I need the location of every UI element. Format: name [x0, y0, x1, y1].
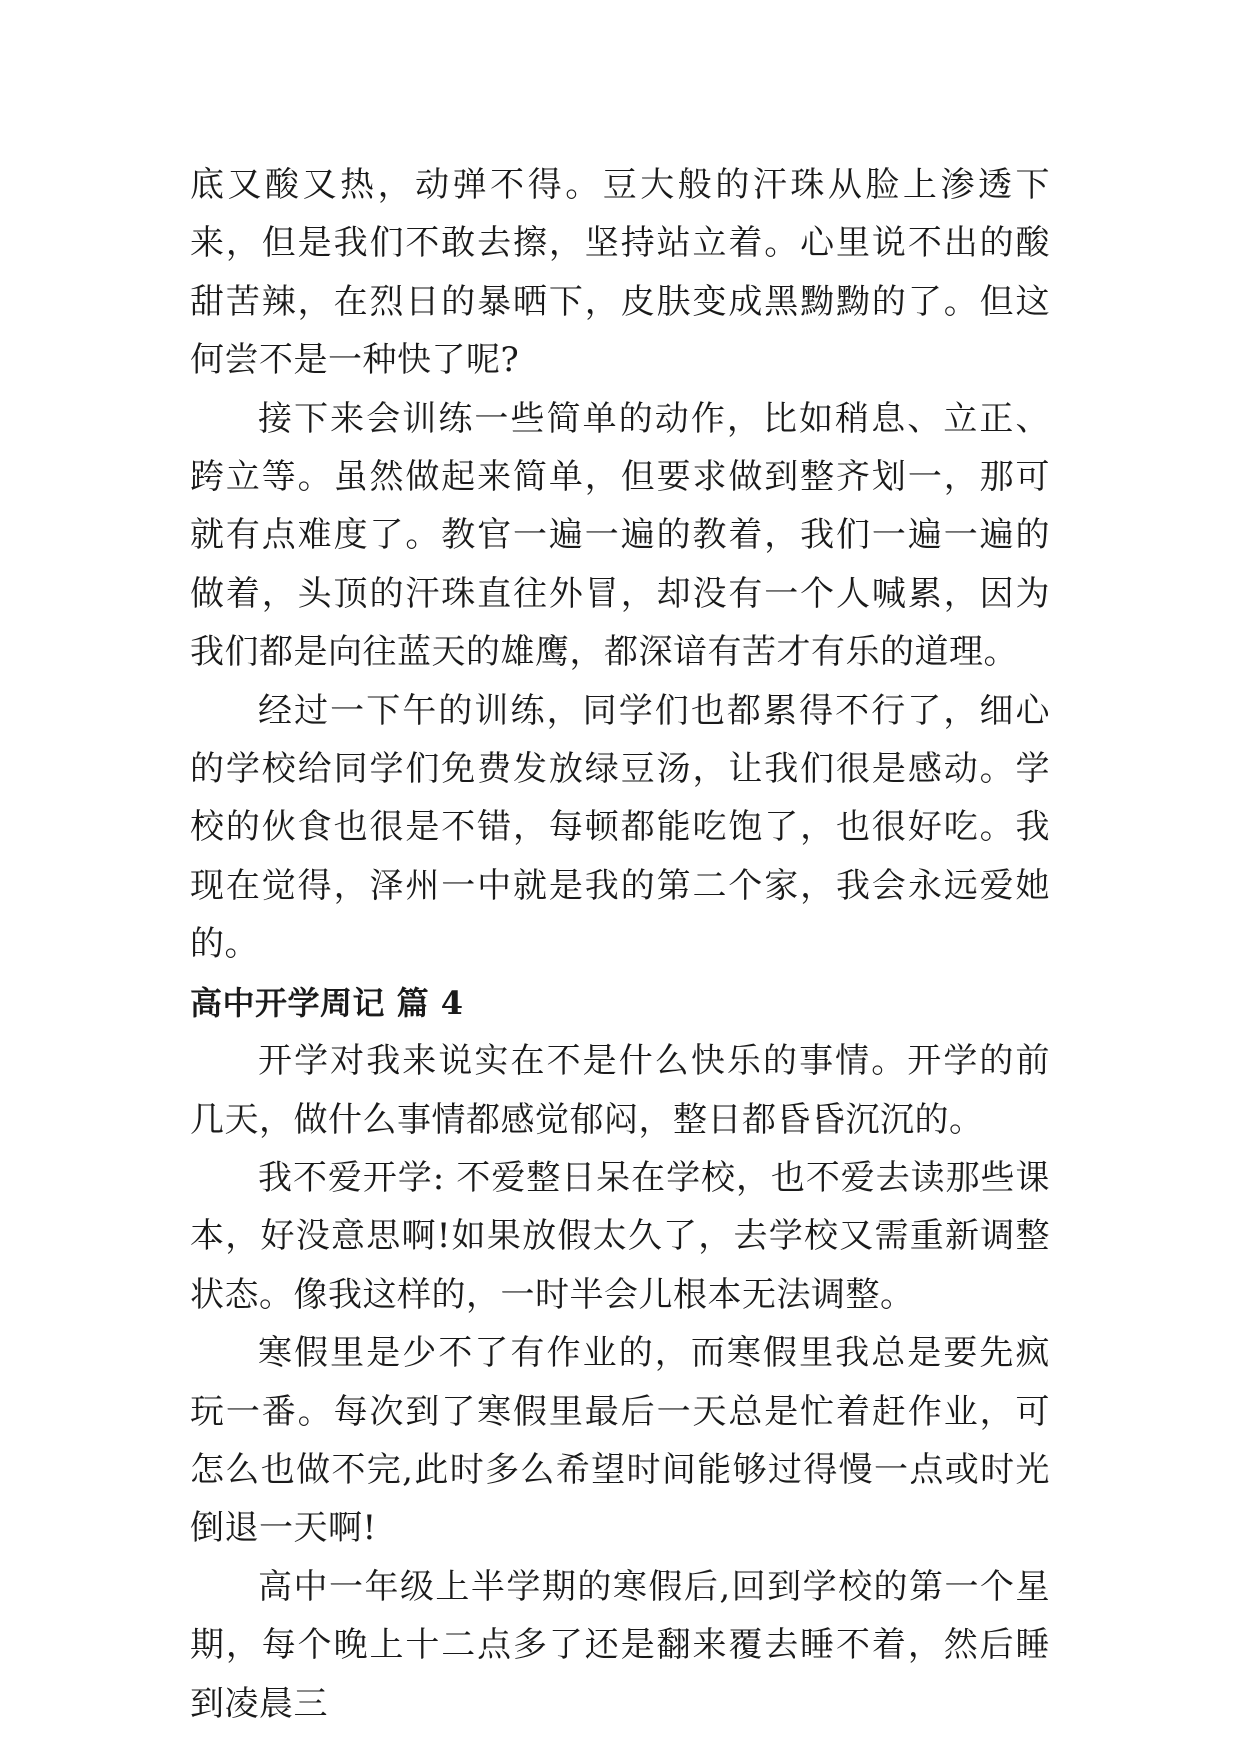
- paragraph-afternoon-training: 经过一下午的训练，同学们也都累得不行了，细心的学校给同学们免费发放绿豆汤，让我们很是感动。学校的伙食也很是不错，每顿都能吃饱了，也很好吃。我现在觉得，泽州一中就是我的第二个家，我会永远爱她的。: [190, 690, 1050, 965]
- paragraph-dislike-school: 我不爱开学: 不爱整日呆在学校，也不爱去读那些课本，好没意思啊!如果放假太久了，去学校又需重新调整状态。像我这样的，一时半会儿根本无法调整。: [190, 1157, 1050, 1315]
- document-page: [190, 156, 1050, 1733]
- paragraph-winter-homework: 寒假里是少不了有作业的，而寒假里我总是要先疯玩一番。每次到了寒假里最后一天总是忙着赶作业，可怎么也做不完,此时多么希望时间能够过得慢一点或时光倒退一天啊!: [190, 1333, 1050, 1549]
- paragraph-training-moves: 接下来会训练一些简单的动作，比如稍息、立正、跨立等。虽然做起来简单，但要求做到整齐划一，那可就有点难度了。教官一遍一遍的教着，我们一遍一遍的做着，头顶的汗珠直往外冒，却没有一个人喊累，因为我们都是向往蓝天的雄鹰，都深谙有苦才有乐的道理。: [190, 398, 1050, 673]
- paragraph-school-start: 开学对我来说实在不是什么快乐的事情。开学的前几天，做什么事情都感觉郁闷，整日都昏昏沉沉的。: [190, 1041, 1050, 1140]
- paragraph-first-week: 高中一年级上半学期的寒假后,回到学校的第一个星期，每个晚上十二点多了还是翻来覆去睡不着，然后睡到凌晨三: [190, 1566, 1050, 1724]
- paragraph-continuation: 底又酸又热，动弹不得。豆大般的汗珠从脸上渗透下来，但是我们不敢去擦，坚持站立着。心里说不出的酸甜苦辣，在烈日的暴晒下，皮肤变成黑黝黝的了。但这何尝不是一种快了呢?: [190, 165, 1050, 381]
- section-title: 高中开学周记 篇 4: [190, 983, 464, 1022]
